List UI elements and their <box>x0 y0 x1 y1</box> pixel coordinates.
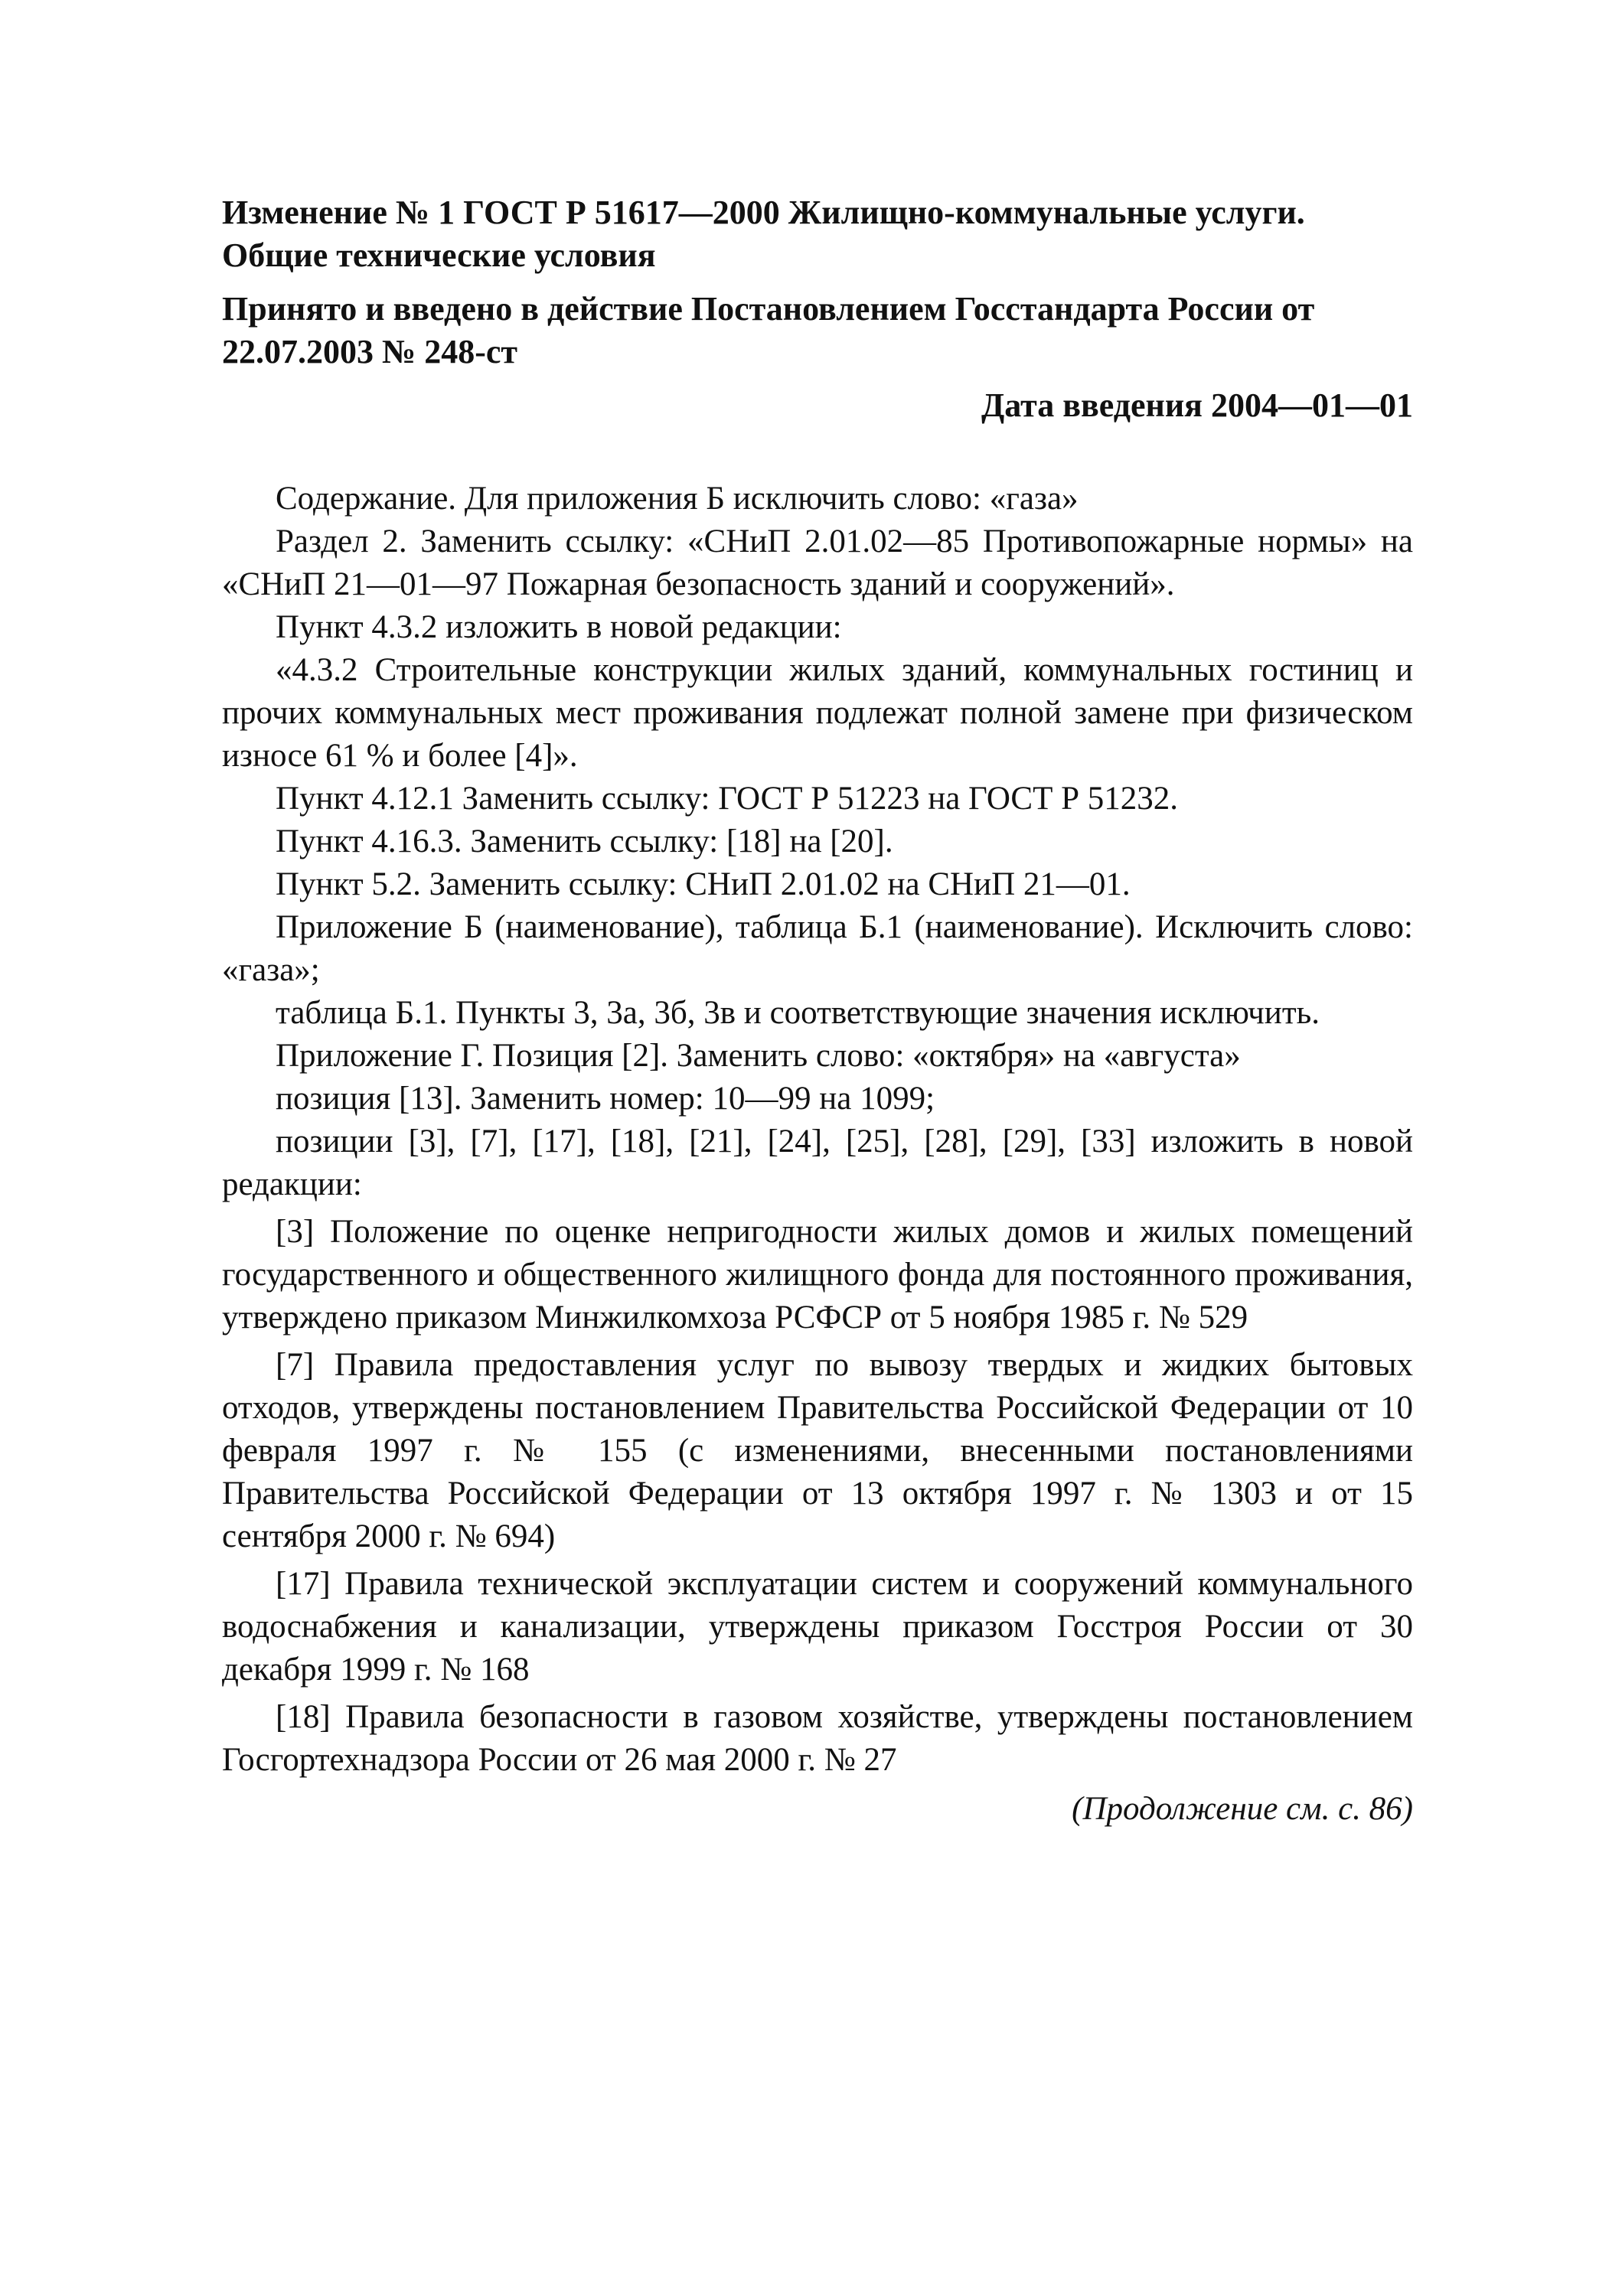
paragraph-section-2: Раздел 2. Заменить ссылку: «СНиП 2.01.02—85 Противопожарные нормы» на «СНиП 21—01—97 Пожарная безопасность зданий и сооружений». <box>222 523 1413 602</box>
paragraph-4-3-2-intro: Пункт 4.3.2 изложить в новой редакции: <box>276 609 842 645</box>
paragraph-4-16-3: Пункт 4.16.3. Заменить ссылку: [18] на [20]. <box>276 823 893 859</box>
reference-3: [3] Положение по оценке непригодности жилых домов и жилых помещений государственного и общественного жилищного фонда для постоянного проживания, утверждено приказом Минжилкомхоза РСФСР от 5 ноября 1985 г. № 529 <box>222 1214 1413 1336</box>
paragraph-appendix-b: Приложение Б (наименование), таблица Б.1 (наименование). Исключить слово: «газа»; <box>222 909 1413 988</box>
reference-17: [17] Правила технической эксплуатации систем и сооружений коммунального водоснабжения и канализации, утверждены приказом Госстроя России от 30 декабря 1999 г. № 168 <box>222 1566 1413 1688</box>
reference-7: [7] Правила предоставления услуг по вывозу твердых и жидких бытовых отходов, утверждены постановлением Правительства Российской Федерации от 10 февраля 1997 г. № 155 (с изменениями, внесенными постановлениями Правительства Российской Федерации от 13 октября 1997 г. № 1303 и от 15 сентября 2000 г. № 694) <box>222 1347 1413 1554</box>
paragraph-5-2: Пункт 5.2. Заменить ссылку: СНиП 2.01.02 на СНиП 21—01. <box>276 866 1131 902</box>
paragraph-contents: Содержание. Для приложения Б исключить слово: «газа» <box>276 481 1079 517</box>
title-line-1: Изменение № 1 ГОСТ Р 51617—2000 Жилищно-коммунальные услуги. <box>222 194 1305 231</box>
reference-18: [18] Правила безопасности в газовом хозяйстве, утверждены постановлением Госгортехнадзора России от 26 мая 2000 г. № 27 <box>222 1699 1413 1778</box>
paragraph-appendix-g: Приложение Г. Позиция [2]. Заменить слово: «октября» на «августа» <box>276 1038 1241 1074</box>
amendment-title <box>222 191 1413 277</box>
paragraph-position-13: позиция [13]. Заменить номер: 10—99 на 1099; <box>276 1081 935 1117</box>
adoption-line-2: 22.07.2003 № 248-ст <box>222 333 518 370</box>
document-page <box>222 191 1413 1831</box>
paragraph-positions-list: позиции [3], [7], [17], [18], [21], [24], [25], [28], [29], [33] изложить в новой редакции: <box>222 1124 1413 1202</box>
continuation-note: (Продолжение см. с. 86) <box>1072 1791 1413 1827</box>
effective-date: Дата введения 2004—01—01 <box>981 386 1413 424</box>
paragraph-4-12-1: Пункт 4.12.1 Заменить ссылку: ГОСТ Р 51223 на ГОСТ Р 51232. <box>276 781 1179 817</box>
amendment-body <box>222 478 1413 1782</box>
paragraph-table-b1: таблица Б.1. Пункты 3, 3а, 3б, 3в и соответствующие значения исключить. <box>276 995 1320 1031</box>
adoption-line-1: Принято и введено в действие Постановлением Госстандарта России от <box>222 290 1315 328</box>
adoption-statement <box>222 288 1413 373</box>
paragraph-4-3-2-text: «4.3.2 Строительные конструкции жилых зданий, коммунальных гостиниц и прочих коммунальных мест проживания подлежат полной замене при физическом износе 61 % и более [4]». <box>222 652 1413 774</box>
title-line-2: Общие технические условия <box>222 236 656 274</box>
